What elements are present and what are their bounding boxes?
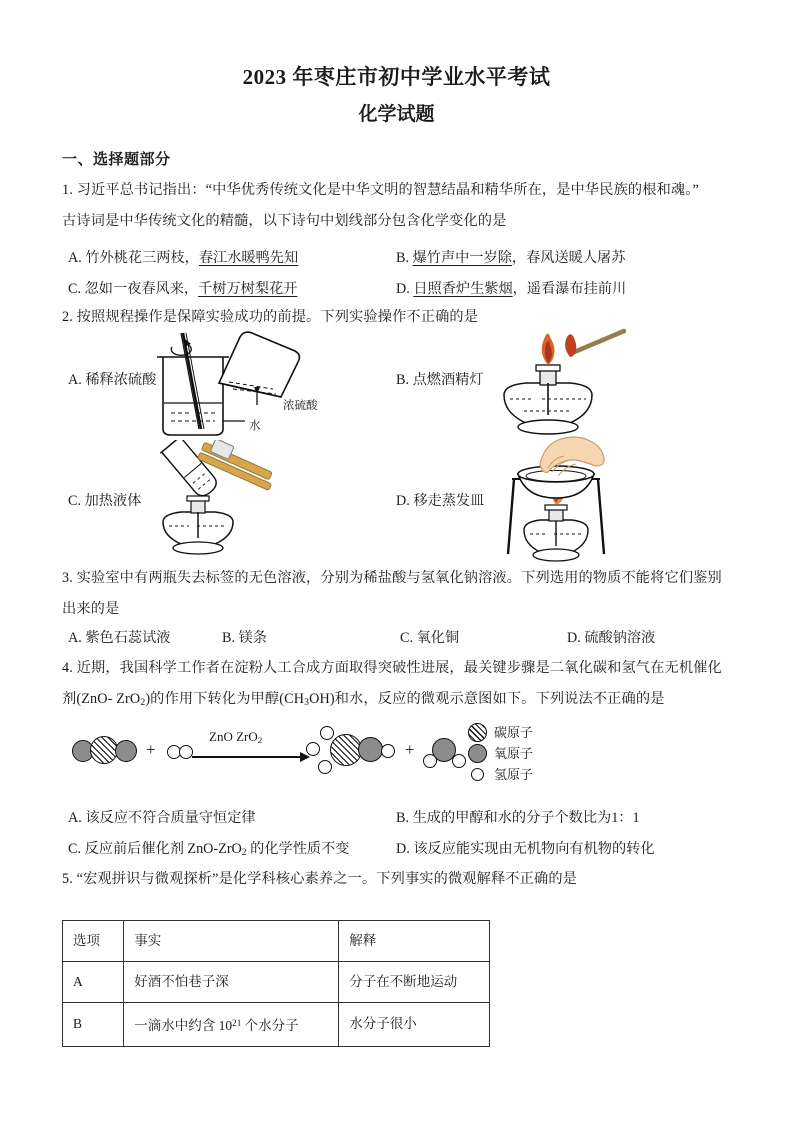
legend-row-oxygen xyxy=(468,743,533,764)
q4-c-sub: 2 xyxy=(241,847,247,859)
q2-c-text: 加热液体 xyxy=(84,493,142,509)
question-4-option-b[interactable] xyxy=(396,808,640,828)
q4-stem-part-2: )的作用下转化为甲醇(CH xyxy=(145,691,305,707)
legend-row-carbon xyxy=(468,722,533,743)
q4-a-letter: A. xyxy=(68,810,82,826)
water-h-left xyxy=(423,754,437,768)
q3-c-letter: C. xyxy=(400,630,414,646)
question-4-option-d[interactable] xyxy=(396,839,655,859)
q3-a-text: 紫色石蕊试液 xyxy=(85,630,171,646)
row-b-explanation: 水分子很小 xyxy=(339,1003,490,1047)
question-1-option-a[interactable] xyxy=(68,248,298,268)
remove-evaporating-dish-diagram xyxy=(492,432,637,565)
q4-c-pre: 反应前后催化剂 ZnO-ZrO xyxy=(84,841,242,857)
question-1-option-d[interactable] xyxy=(396,279,626,299)
option-b-underlined: 爆竹声中一岁除 xyxy=(412,250,512,266)
q4-stem-sub-1: 2 xyxy=(140,697,146,709)
legend-label-oxygen: 氧原子 xyxy=(494,746,534,761)
option-d-underlined: 日照香炉生紫烟 xyxy=(413,281,513,297)
q3-b-text: 镁条 xyxy=(238,630,267,646)
option-b-post: ，春风送暖人屠苏 xyxy=(511,250,626,266)
question-1-option-b[interactable] xyxy=(396,248,625,268)
table-row[interactable] xyxy=(63,962,490,1003)
q4-a-text: 该反应不符合质量守恒定律 xyxy=(85,810,256,826)
question-3-option-c[interactable] xyxy=(400,628,459,648)
q4-stem-sub-2: 3 xyxy=(304,697,310,709)
question-4-option-c[interactable] xyxy=(68,839,350,863)
q2-a-text: 稀释浓硫酸 xyxy=(85,372,157,388)
question-3-option-d[interactable] xyxy=(567,628,655,648)
reaction-plus-1: + xyxy=(146,740,156,759)
methanol-h-left xyxy=(306,742,320,756)
catalyst-label xyxy=(209,729,262,745)
light-alcohol-lamp-diagram xyxy=(492,327,632,439)
page-subtitle: 化学试题 xyxy=(358,104,435,125)
co2-oxygen-right xyxy=(115,740,137,762)
catalyst-text: ZnO ZrO xyxy=(209,729,258,744)
q2-a-letter: A. xyxy=(68,372,82,388)
option-a-label: A. xyxy=(68,250,82,266)
methanol-h-top xyxy=(320,726,334,740)
methanol-h-right xyxy=(381,744,395,758)
question-2-option-a-label[interactable] xyxy=(68,369,156,389)
q4-c-letter: C. xyxy=(68,841,82,857)
q2-b-letter: B. xyxy=(396,372,410,388)
q2-d-letter: D. xyxy=(396,493,410,509)
q3-d-letter: D. xyxy=(567,630,581,646)
q2-b-text: 点燃酒精灯 xyxy=(412,372,484,388)
legend-label-carbon: 碳原子 xyxy=(494,725,534,740)
q3-a-letter: A. xyxy=(68,630,82,646)
carbon-atom-icon xyxy=(468,723,487,742)
q4-d-text: 该反应能实现由无机物向有机物的转化 xyxy=(413,841,655,857)
q2-c-letter: C. xyxy=(68,493,82,509)
row-b-option: B xyxy=(63,1003,124,1047)
h2-hydrogen-right xyxy=(179,745,193,759)
question-5-stem: 5. “宏观拼识与微观探析”是化学科核心素养之一。下列事实的微观解释不正确的是 xyxy=(62,871,578,887)
option-a-underlined: 春江水暖鸭先知 xyxy=(198,250,299,266)
question-5-table xyxy=(62,920,490,1047)
option-b-label: B. xyxy=(396,250,410,266)
question-4-option-a[interactable] xyxy=(68,808,256,828)
section-heading: 一、选择题部分 xyxy=(62,152,171,168)
q4-stem-part-1: 剂(ZnO- ZrO xyxy=(62,691,141,707)
question-1-option-c[interactable] xyxy=(68,279,297,299)
q3-b-letter: B. xyxy=(222,630,236,646)
concentrated-acid-label: 浓硫酸 xyxy=(283,400,318,412)
co2-carbon xyxy=(90,736,118,764)
reaction-arrow xyxy=(192,751,312,765)
q2-d-text: 移走蒸发皿 xyxy=(413,493,485,509)
oxygen-atom-icon xyxy=(468,744,487,763)
question-4-stem-line-1: 4. 近期，我国科学工作者在淀粉人工合成方面取得突破性进展，最关键步骤是二氧化碳和氢气在无机催化 xyxy=(62,660,722,676)
hydrogen-atom-icon xyxy=(471,768,484,781)
q4-c-post: 的化学性质不变 xyxy=(246,841,350,857)
header-explanation: 解释 xyxy=(339,921,490,962)
question-2-option-c-label[interactable] xyxy=(68,490,141,510)
title-block xyxy=(0,62,793,130)
question-3-stem-line-1: 3. 实验室中有两瓶失去标签的无色溶液，分别为稀盐酸与氢氧化钠溶液。下列选用的物质不能将它们鉴别 xyxy=(62,570,722,586)
dilute-sulfuric-acid-diagram xyxy=(145,325,325,440)
option-c-pre: 忽如一夜春风来， xyxy=(84,281,199,297)
row-a-fact: 好酒不怕巷子深 xyxy=(124,962,339,1003)
question-2-option-b-label[interactable] xyxy=(396,369,484,389)
q4-d-letter: D. xyxy=(396,841,410,857)
methanol-h-bottom xyxy=(318,760,332,774)
option-c-underlined: 千树万树梨花开 xyxy=(198,281,298,297)
row-b-fact-pre: 一滴水中约含 10 xyxy=(134,1017,233,1033)
question-2-option-d-label[interactable] xyxy=(396,490,484,510)
q3-d-text: 硫酸钠溶液 xyxy=(584,630,656,646)
water-label: 水 xyxy=(249,420,261,432)
methanol-oxygen xyxy=(358,737,383,762)
row-a-option: A xyxy=(63,962,124,1003)
legend-label-hydrogen: 氢原子 xyxy=(494,767,534,782)
header-fact: 事实 xyxy=(124,921,339,962)
table-header-row xyxy=(63,921,490,962)
question-1-stem-line-2: 古诗词是中华传统文化的精髓，以下诗句中划线部分包含化学变化的是 xyxy=(62,213,507,229)
row-b-fact xyxy=(124,1003,339,1047)
option-a-pre: 竹外桃花三两枝， xyxy=(85,250,199,266)
table-row[interactable] xyxy=(63,1003,490,1047)
option-d-label: D. xyxy=(396,281,410,297)
q4-b-text: 生成的甲醇和水的分子个数比为1：1 xyxy=(412,810,640,826)
option-c-label: C. xyxy=(68,281,82,297)
question-3-stem-line-2: 出来的是 xyxy=(62,601,120,617)
row-b-fact-post: 个水分子 xyxy=(241,1017,299,1033)
atom-legend xyxy=(468,722,533,785)
water-h-right xyxy=(452,754,466,768)
reaction-plus-2: + xyxy=(405,740,415,759)
question-4-stem-line-2 xyxy=(62,689,665,713)
q4-stem-part-3: OH)和水，反应的微观示意图如下。下列说法不正确的是 xyxy=(309,691,665,707)
catalyst-sub: 2 xyxy=(257,734,263,745)
question-2-stem: 2. 按照规程操作是保障实验成功的前提。下列实验操作不正确的是 xyxy=(62,309,479,325)
question-3-option-a[interactable] xyxy=(68,628,170,648)
question-3-option-b[interactable] xyxy=(222,628,267,648)
question-1-stem-line-1: 1. 习近平总书记指出：“中华优秀传统文化是中华文明的智慧结晶和精华所在，是中华民族的根和魂。” xyxy=(62,182,699,198)
header-option: 选项 xyxy=(63,921,124,962)
q3-c-text: 氧化铜 xyxy=(416,630,460,646)
q4-b-letter: B. xyxy=(396,810,410,826)
page-title: 2023 年枣庄市初中学业水平考试 xyxy=(242,65,551,89)
row-a-explanation: 分子在不断地运动 xyxy=(339,962,490,1003)
option-d-post: ，遥看瀑布挂前川 xyxy=(512,281,627,297)
legend-row-hydrogen xyxy=(468,764,533,785)
row-b-fact-exponent: 21 xyxy=(232,1018,242,1028)
reaction-scheme-diagram xyxy=(62,718,462,796)
heating-liquid-diagram xyxy=(145,440,290,562)
